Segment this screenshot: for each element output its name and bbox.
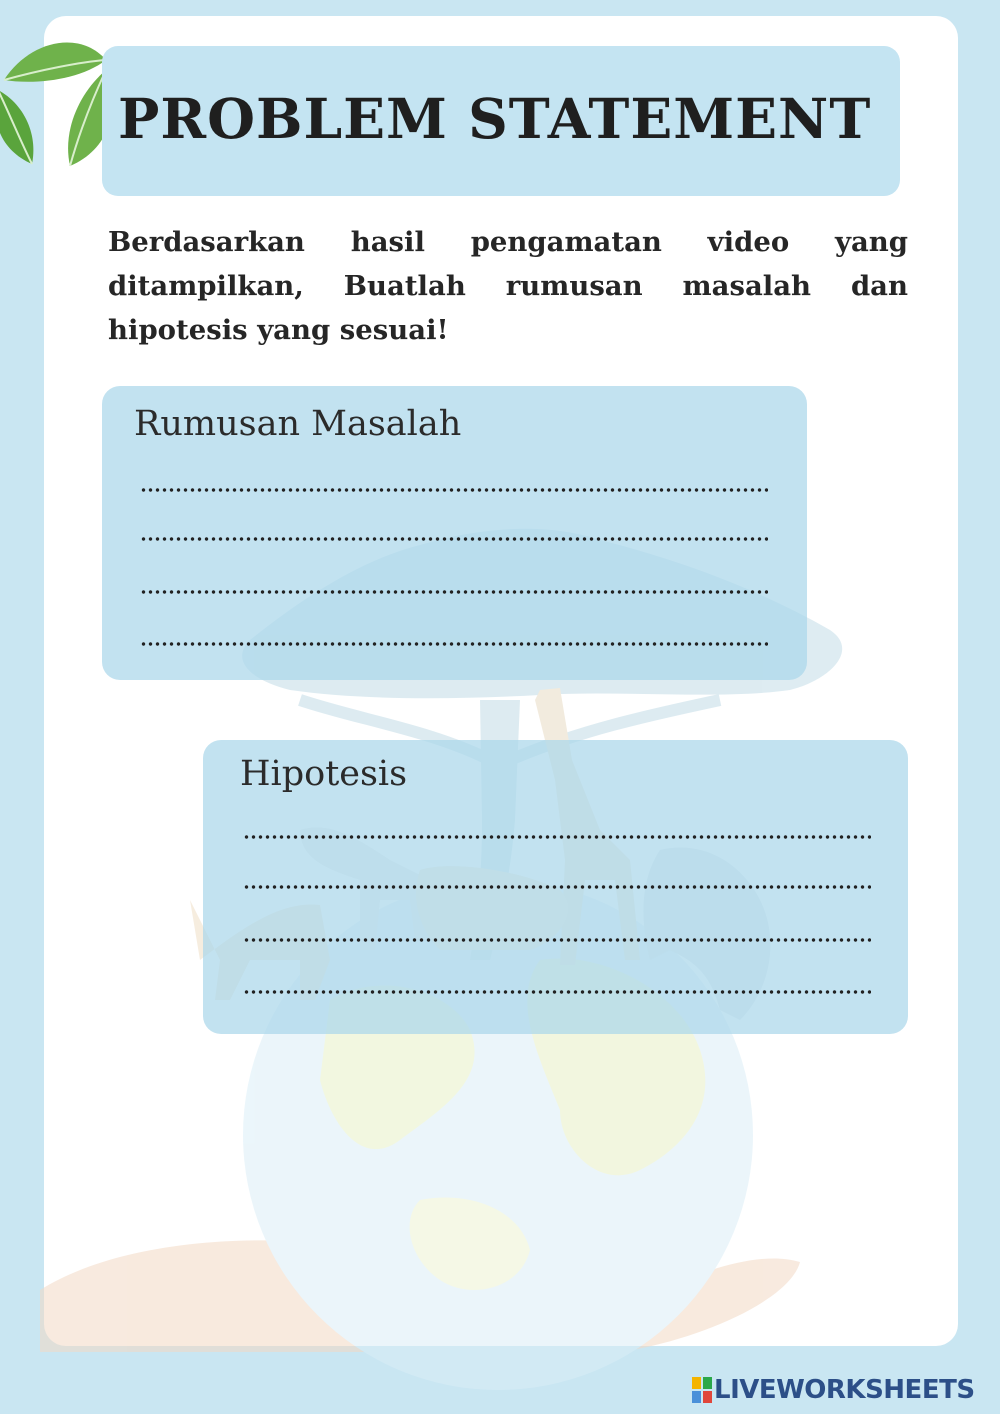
instruction-text: Berdasarkan hasil pengamatan video yang ditampilkan, Buatlah rumusan masalah dan hipotesis yang sesuai! [108,226,908,346]
liveworksheets-logo [692,1374,975,1406]
rumusan-masalah-box [102,386,807,680]
page-title: PROBLEM STATEMENT [118,86,872,151]
liveworksheets-brand: LIVEWORKSHEETS [714,1375,975,1405]
answer-line[interactable] [243,990,871,994]
answer-line[interactable] [140,642,768,646]
answer-line[interactable] [243,835,871,839]
hipotesis-box [203,740,908,1034]
hipotesis-label: Hipotesis [240,754,408,794]
answer-line[interactable] [243,885,871,889]
answer-line[interactable] [140,590,768,594]
answer-line[interactable] [140,537,768,541]
leaf-left [0,90,33,164]
rumusan-masalah-label: Rumusan Masalah [134,404,462,444]
answer-line[interactable] [243,938,871,942]
liveworksheets-logo-icon [692,1377,712,1403]
answer-line[interactable] [140,488,768,492]
